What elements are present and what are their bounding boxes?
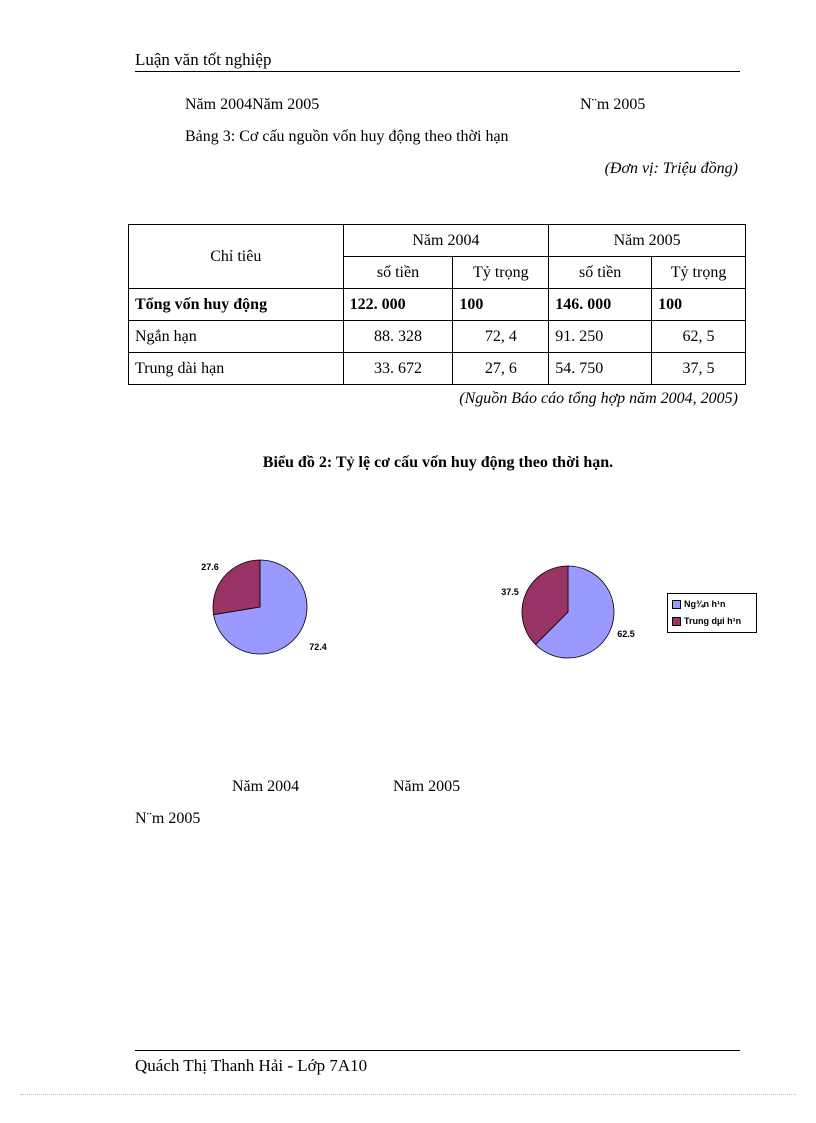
cell-share-2004: 27, 6 xyxy=(453,353,549,385)
pie-title-2004: Năm 2004 xyxy=(232,778,300,795)
year-line-garbled: N¨m 2005 xyxy=(580,96,646,113)
chart-title: Biểu đồ 2: Tỷ lệ cơ cấu vốn huy động theo thời hạn. xyxy=(262,454,614,471)
cell-amount-2004: 88. 328 xyxy=(343,321,453,353)
pie-data-label: 37.5 xyxy=(501,587,519,597)
header-share-2004: Tỷ trọng xyxy=(453,257,549,289)
legend-label: Ng¾n h¹n xyxy=(684,599,726,609)
legend-item-short-term xyxy=(672,599,726,609)
funding-table xyxy=(128,224,746,385)
legend-swatch xyxy=(672,617,681,626)
cell-share-2004: 100 xyxy=(453,289,549,321)
cell-share-2005: 62, 5 xyxy=(652,321,746,353)
header-amount-2005: số tiền xyxy=(549,257,652,289)
running-header: Luận văn tốt nghiệp xyxy=(135,50,272,69)
table-row-long-term xyxy=(129,353,746,385)
legend-label: Trung dµi h¹n xyxy=(684,616,742,626)
chart-legend xyxy=(667,593,757,633)
legend-swatch xyxy=(672,600,681,609)
cell-amount-2004: 122. 000 xyxy=(343,289,453,321)
header-rule xyxy=(135,71,740,72)
cell-amount-2005: 91. 250 xyxy=(549,321,652,353)
cell-share-2004: 72, 4 xyxy=(453,321,549,353)
header-year-2004: Năm 2004 xyxy=(343,225,549,257)
pie-data-label: 27.6 xyxy=(201,562,219,572)
header-year-2005: Năm 2005 xyxy=(549,225,746,257)
footer-rule xyxy=(135,1050,740,1051)
cell-amount-2005: 54. 750 xyxy=(549,353,652,385)
pie-title-2005: Năm 2005 xyxy=(393,778,461,795)
cell-share-2005: 100 xyxy=(652,289,746,321)
pie-slice-trung-dài-hạn xyxy=(213,560,260,615)
pie-data-label: 72.4 xyxy=(309,642,327,652)
cell-amount-2005: 146. 000 xyxy=(549,289,652,321)
table-row-total xyxy=(129,289,746,321)
table-header-row xyxy=(129,225,746,257)
unit-note: (Đơn vị: Triệu đồng) xyxy=(604,160,738,177)
header-share-2005: Tỷ trọng xyxy=(652,257,746,289)
header-indicator: Chỉ tiêu xyxy=(129,225,344,289)
table-caption: Bảng 3: Cơ cấu nguồn vốn huy động theo thời hạn xyxy=(185,128,509,145)
header-amount-2004: số tiền xyxy=(343,257,453,289)
row-label: Ngắn hạn xyxy=(129,321,344,353)
source-note: (Nguồn Báo cáo tổng hợp năm 2004, 2005) xyxy=(459,390,738,407)
pie-data-label: 62.5 xyxy=(617,629,635,639)
year-line: Năm 2004Năm 2005 xyxy=(185,96,320,113)
garbled-year-text: N¨m 2005 xyxy=(135,810,201,827)
page-edge xyxy=(20,1094,796,1095)
table-row-short-term xyxy=(129,321,746,353)
legend-item-long-term xyxy=(672,616,741,626)
row-label: Trung dài hạn xyxy=(129,353,344,385)
cell-amount-2004: 33. 672 xyxy=(343,353,453,385)
row-label: Tổng vốn huy động xyxy=(129,289,344,321)
footer-author: Quách Thị Thanh Hải - Lớp 7A10 xyxy=(135,1056,368,1075)
cell-share-2005: 37, 5 xyxy=(652,353,746,385)
